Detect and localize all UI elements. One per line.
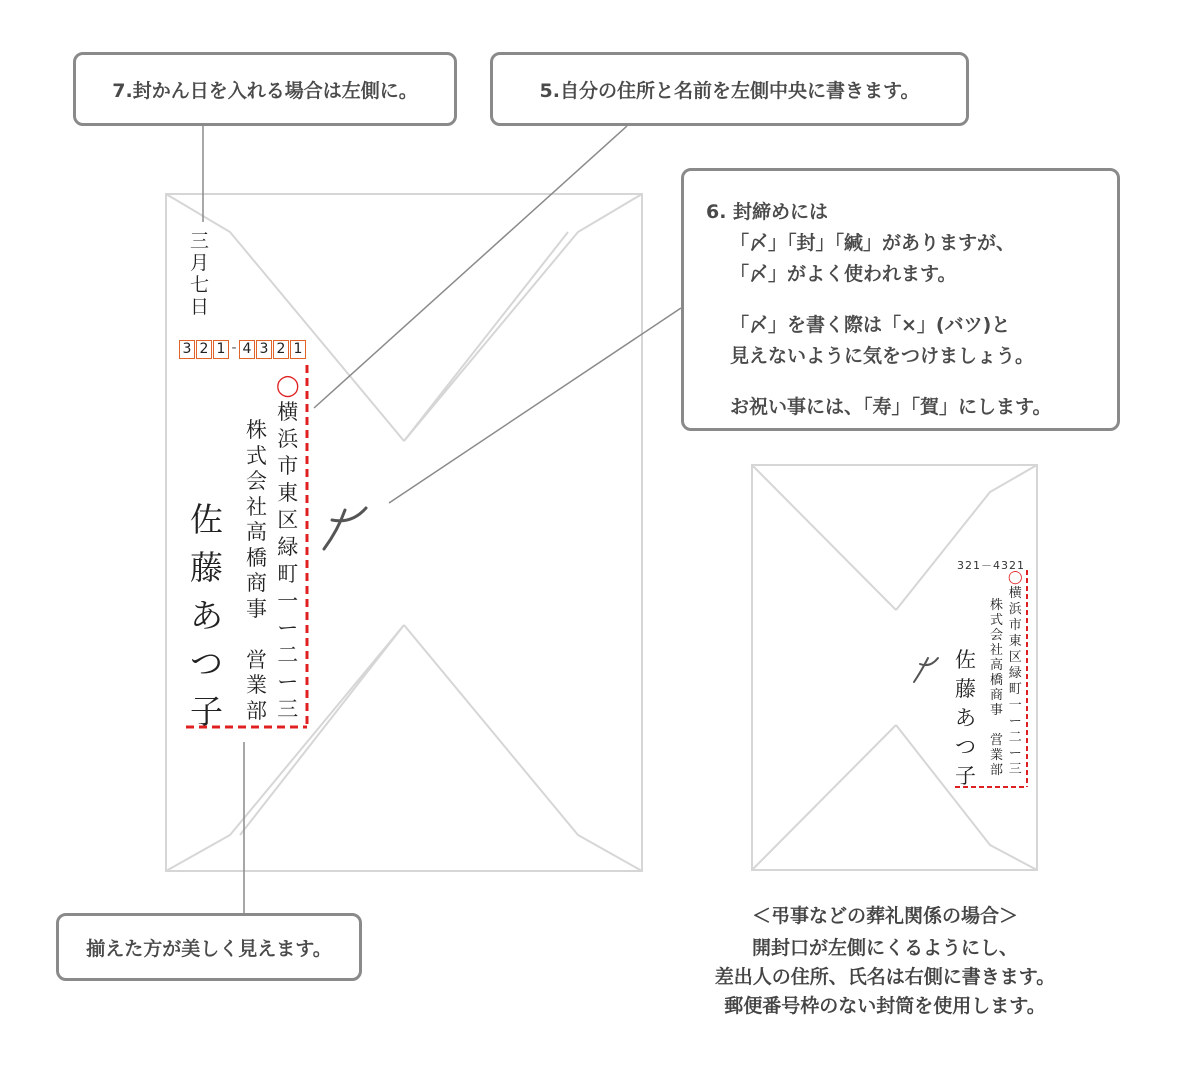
main-address-line2	[246, 418, 267, 724]
main-envelope-outline	[166, 194, 642, 871]
address-char: ー	[1008, 714, 1022, 729]
address-char: 三	[277, 697, 299, 721]
company-char: 営	[990, 733, 1004, 748]
name-char: つ	[190, 644, 223, 683]
address-char: 横	[1008, 586, 1022, 601]
address-char: 一	[277, 589, 299, 613]
address-char: 区	[1008, 650, 1022, 665]
date-char: 七	[190, 274, 210, 296]
name-char: 佐	[955, 648, 976, 672]
address-char: 二	[1008, 730, 1022, 745]
company-char	[253, 622, 260, 648]
company-char: 式	[990, 613, 1004, 628]
seal-mark-small	[914, 658, 938, 682]
address-char: 東	[1008, 634, 1022, 649]
address-char: 町	[1008, 682, 1022, 697]
postal-digit: 2	[273, 340, 289, 359]
seal-mark-line5: 見えないように気をつけましょう。	[730, 345, 1035, 367]
company-char: 会	[990, 628, 1004, 643]
connector-address	[314, 126, 627, 408]
address-char: 一	[1008, 698, 1022, 713]
small-postal-code: 321－4321	[957, 559, 1025, 572]
name-char: 藤	[190, 548, 223, 587]
name-char: 子	[190, 692, 223, 731]
address-char: 浜	[1008, 602, 1022, 617]
name-char: あ	[190, 596, 223, 635]
main-inner-fold-1	[404, 232, 568, 441]
seal-mark-line3: 「〆」がよく使われます。	[730, 263, 957, 285]
funeral-note-line2: 差出人の住所、氏名は右側に書きます。	[714, 966, 1056, 988]
small-sender-name	[955, 646, 976, 791]
date-char: 月	[190, 252, 210, 274]
address-char: 市	[277, 454, 299, 478]
company-char: 株	[246, 418, 267, 442]
main-flap-right	[404, 194, 642, 441]
seal-mark-line1: 6. 封締めには	[706, 201, 829, 223]
name-char: あ	[955, 706, 976, 730]
address-char: ー	[1008, 746, 1022, 761]
company-char: 橋	[990, 673, 1004, 688]
funeral-note-line1: 開封口が左側にくるようにし、	[751, 937, 1018, 959]
company-char: 社	[990, 643, 1004, 658]
company-char: 式	[246, 443, 267, 468]
company-char: 株	[990, 598, 1004, 613]
seal-mark-main	[324, 508, 366, 549]
company-char: 商	[990, 688, 1004, 703]
company-char	[994, 718, 998, 733]
company-char: 事	[246, 596, 267, 621]
company-char: 会	[246, 469, 267, 493]
address-char: 浜	[277, 427, 299, 451]
small-flap-left	[752, 465, 896, 610]
small-address-line2	[990, 598, 1003, 778]
postal-digit: 3	[179, 340, 195, 359]
company-char: 部	[246, 698, 267, 723]
company-char: 事	[990, 703, 1004, 718]
company-char: 営	[246, 647, 267, 672]
address-char: 三	[1008, 762, 1022, 777]
postal-digit: 2	[196, 340, 212, 359]
callout-seal-date	[73, 52, 457, 126]
company-char: 商	[246, 571, 267, 595]
seal-mark-line6: お祝い事には、「寿」「賀」にします。	[730, 396, 1052, 418]
address-char: 横	[277, 400, 299, 424]
date-char: 三	[190, 230, 210, 252]
company-char: 高	[246, 520, 267, 544]
name-char: 藤	[955, 677, 976, 701]
name-char: 佐	[190, 500, 223, 539]
company-char: 社	[246, 494, 267, 519]
seal-mark-line4: 「〆」を書く際は「×」(バツ)と	[730, 314, 1011, 336]
address-char: 緑	[1008, 666, 1022, 681]
small-fold-bottom-left	[752, 725, 896, 870]
callout-address-position-text: 5.自分の住所と名前を左側中央に書きます。	[539, 79, 920, 102]
callout-align-note	[56, 913, 362, 981]
funeral-note-body	[655, 934, 1115, 1021]
callout-address-position	[490, 52, 969, 126]
postal-code-boxes	[179, 340, 307, 359]
address-char: 緑	[277, 535, 299, 559]
address-char: 区	[277, 508, 299, 532]
company-char: 業	[246, 673, 267, 697]
main-address-line1	[276, 372, 300, 723]
main-date-column	[190, 230, 209, 318]
seal-mark-line2: 「〆」「封」「緘」がありますが、	[730, 232, 1016, 254]
funeral-note-title: ＜弔事などの葬礼関係の場合＞	[751, 905, 1018, 927]
postal-digit: 1	[213, 340, 229, 359]
company-char: 高	[990, 658, 1004, 673]
postal-digit: 1	[290, 340, 306, 359]
address-char: ◯	[276, 373, 300, 397]
company-char: 部	[990, 763, 1004, 778]
callout-seal-date-text: 7.封かん日を入れる場合は左側に。	[112, 79, 418, 102]
main-fold-bottom-right	[404, 625, 642, 871]
postal-digit: 3	[256, 340, 272, 359]
address-char: 市	[1008, 618, 1022, 633]
callout-seal-mark	[681, 168, 1120, 431]
address-char: 町	[277, 562, 299, 586]
address-char: 二	[277, 643, 299, 667]
main-sender-name	[190, 496, 223, 736]
address-char: ー	[277, 670, 299, 694]
address-char: ◯	[1008, 570, 1023, 585]
postal-dash: -	[231, 340, 237, 356]
address-char: 東	[277, 481, 299, 505]
callout-align-note-text: 揃えた方が美しく見えます。	[86, 937, 332, 960]
address-char: ー	[277, 616, 299, 640]
small-address-line1	[1008, 570, 1023, 778]
name-char: 子	[955, 764, 976, 788]
postal-digit: 4	[239, 340, 255, 359]
funeral-note-line3: 郵便番号枠のない封筒を使用します。	[724, 995, 1046, 1017]
company-char: 業	[990, 748, 1004, 763]
name-char: つ	[955, 735, 976, 759]
company-char: 橋	[246, 545, 267, 570]
date-char: 日	[190, 296, 210, 318]
main-envelope	[166, 194, 642, 871]
